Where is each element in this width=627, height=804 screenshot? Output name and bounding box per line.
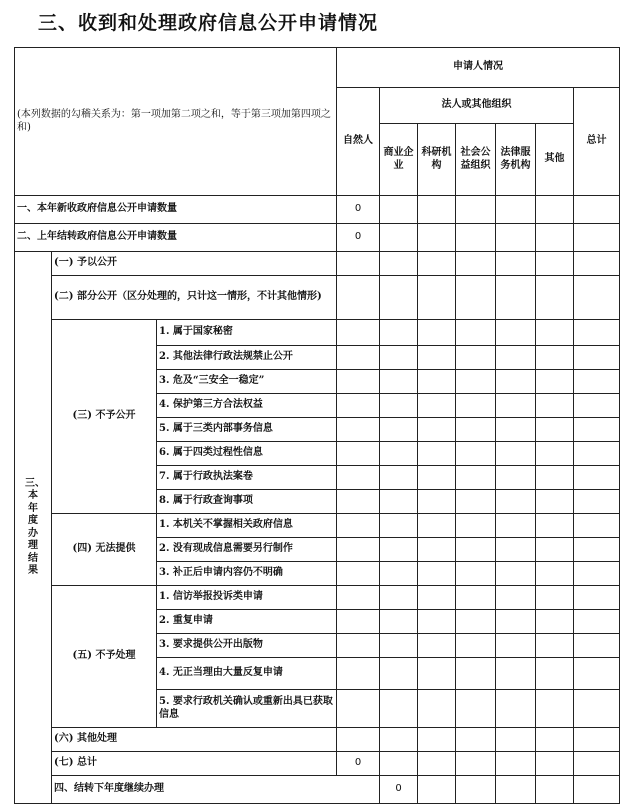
table-note: (本列数据的勾稽关系为：第一项加第二项之和，等于第三项加第四项之和): [15, 48, 337, 196]
no-process-label: (五) 不予处理: [52, 586, 157, 728]
partial-label: (二) 部分公开（区分处理的，只计这一情形，不计其他情形): [52, 276, 337, 320]
table-row: [15, 776, 620, 804]
business-header: 商业企业: [380, 124, 418, 196]
table-row: [15, 586, 620, 610]
legal-org-header: 法人或其他组织: [380, 88, 574, 124]
social-welfare-header: 社会公益组织: [456, 124, 496, 196]
no-process-item: 1. 信访举报投诉类申请: [157, 586, 337, 610]
other-process-label: (六) 其他处理: [52, 728, 337, 752]
not-public-item: 8. 属于行政查询事项: [157, 490, 337, 514]
table-row: [15, 224, 620, 252]
not-public-label: (三) 不予公开: [52, 320, 157, 514]
total-label: (七) 总计: [52, 752, 337, 776]
table-row: [15, 752, 620, 776]
information-disclosure-table: [14, 47, 620, 804]
applicant-info-header: 申请人情况: [337, 48, 620, 88]
legal-service-header: 法律服务机构: [496, 124, 536, 196]
natural-person-header: 自然人: [337, 88, 380, 196]
total-value: 0: [337, 752, 380, 776]
carry-forward-label: 四、结转下年度继续办理: [52, 776, 380, 804]
no-process-item: 2. 重复申请: [157, 610, 337, 634]
no-process-item: 3. 要求提供公开出版物: [157, 634, 337, 658]
table-row: [15, 276, 620, 320]
no-process-item: 4. 无正当理由大量反复申请: [157, 658, 337, 690]
table-row: [15, 320, 620, 346]
carried-requests-label: 二、上年结转政府信息公开申请数量: [15, 224, 337, 252]
new-requests-label: 一、本年新收政府信息公开申请数量: [15, 196, 337, 224]
not-public-item: 6. 属于四类过程性信息: [157, 442, 337, 466]
not-public-item: 2. 其他法律行政法规禁止公开: [157, 346, 337, 370]
total-header: 总计: [574, 88, 620, 196]
not-public-item: 5. 属于三类内部事务信息: [157, 418, 337, 442]
page-title: 三、收到和处理政府信息公开申请情况: [38, 12, 379, 34]
new-requests-value: 0: [337, 196, 380, 224]
carry-forward-value: 0: [380, 776, 418, 804]
no-process-item: 5. 要求行政机关确认或重新出具已获取信息: [157, 690, 337, 728]
unable-item: 3. 补正后申请内容仍不明确: [157, 562, 337, 586]
carried-requests-value: 0: [337, 224, 380, 252]
table-row: [15, 196, 620, 224]
table-row: [15, 252, 620, 276]
table-row: [15, 514, 620, 538]
not-public-item: 7. 属于行政执法案卷: [157, 466, 337, 490]
results-label: 三、本年度办理结果: [15, 252, 52, 804]
unable-item: 1. 本机关不掌握相关政府信息: [157, 514, 337, 538]
not-public-item: 1. 属于国家秘密: [157, 320, 337, 346]
unable-item: 2. 没有现成信息需要另行制作: [157, 538, 337, 562]
other-header: 其他: [536, 124, 574, 196]
research-header: 科研机构: [418, 124, 456, 196]
unable-label: (四) 无法提供: [52, 514, 157, 586]
public-label: (一) 予以公开: [52, 252, 337, 276]
table-row: [15, 728, 620, 752]
not-public-item: 3. 危及“三安全一稳定”: [157, 370, 337, 394]
not-public-item: 4. 保护第三方合法权益: [157, 394, 337, 418]
